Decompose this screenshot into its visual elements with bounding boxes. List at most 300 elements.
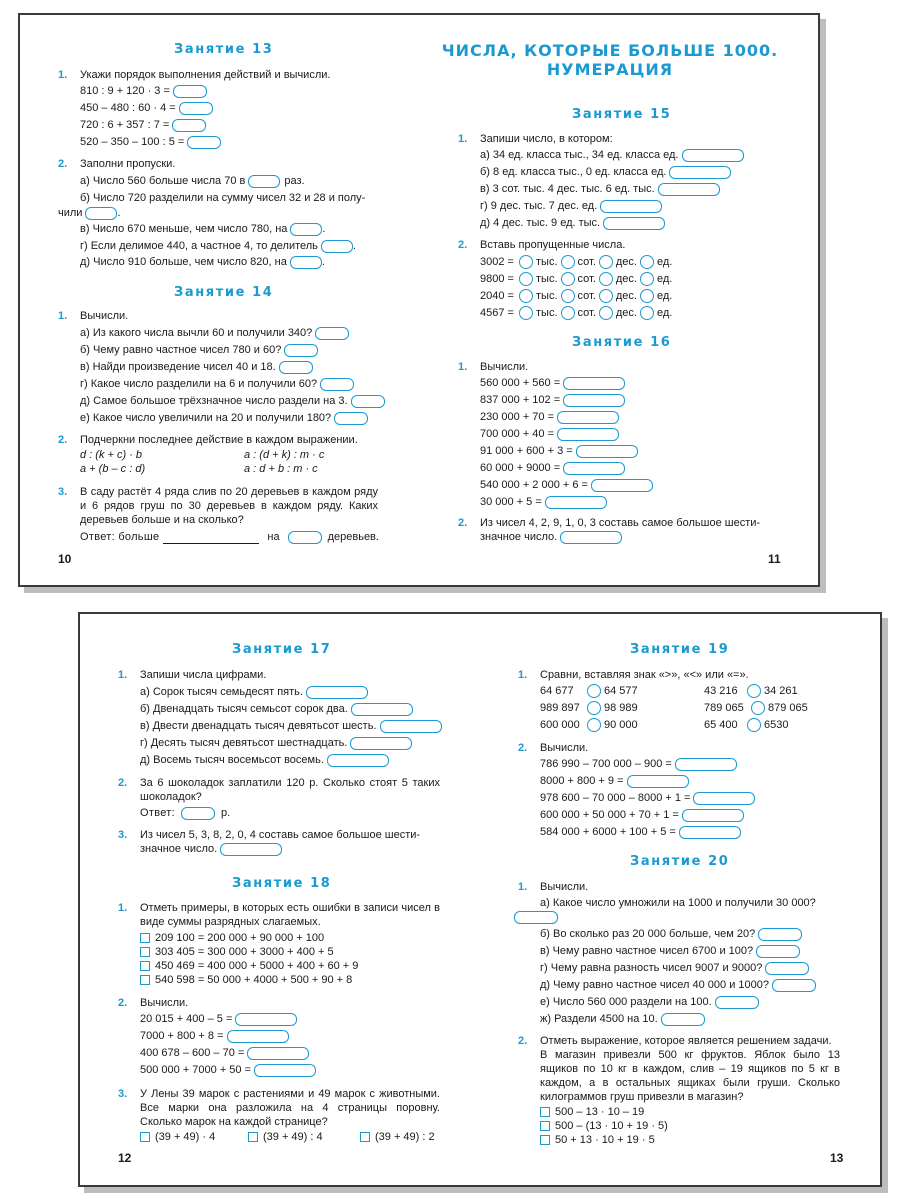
question-row [140,719,442,733]
number: 98 989 [604,702,638,714]
number: 6530 [764,719,789,731]
task-text: Отметь выражение, которое является решением задачи. [540,1035,832,1047]
statement: чили [58,207,83,219]
comparison-row [704,684,798,698]
task-number: 1. [58,69,68,81]
number: 43 216 [704,685,738,697]
question: г) Какое число разделили на 6 и получили 60? [80,378,318,390]
expression-row [540,808,744,822]
number-in-words: в) Двести двенадцать тысяч девятьсот шесть. [140,720,377,732]
answer-box[interactable] [334,412,368,425]
chapter-title [440,41,780,79]
question: в) Чему равно частное чисел 6700 и 100? [540,945,754,957]
checkbox[interactable] [248,1132,258,1142]
question-row [540,927,802,941]
unit-label: дес. [615,273,637,285]
task-number: 2. [518,742,528,754]
statement-end: раз. [284,175,305,187]
digit-circle[interactable] [640,272,654,286]
word-problem: За 6 шоколадок заплатили 120 р. Сколько стоят 5 таких шоколадок? [140,777,440,803]
answer-box[interactable] [315,327,349,340]
answer-box[interactable] [220,843,282,856]
answer-box[interactable] [627,775,689,788]
task-number: 3. [118,1088,128,1100]
task-number: 2. [118,777,128,789]
expression: 230 000 + 70 = [480,411,555,423]
lesson-13-title: Занятие 13 [174,42,274,57]
chapter-title-line: НУМЕРАЦИЯ [546,60,674,79]
task-number: 1. [118,669,128,681]
sign-circle[interactable] [747,718,761,732]
answer-box[interactable] [545,496,607,509]
expression[interactable]: a + (b – c : d) [80,463,146,475]
digit-circle[interactable] [519,289,533,303]
book-spread-pages-12-13 [78,612,882,1187]
question-row [140,736,412,750]
digit-decomposition-row [480,289,672,303]
checkbox[interactable] [540,1121,550,1131]
task-text: Отметь примеры, в которых есть ошибки в записи чисел в виде суммы разрядных слагаемых. [140,902,440,928]
question: е) Число 560 000 раздели на 100. [540,996,712,1008]
digit-circle[interactable] [599,306,613,320]
task-text: значное число. [480,531,558,543]
number: 64 677 [540,685,574,697]
number: 789 065 [704,702,744,714]
book-spread-pages-10-11 [18,13,820,587]
checkbox-option[interactable] [540,1119,668,1133]
answer-box[interactable] [560,531,622,544]
answer-box[interactable] [181,807,215,820]
task-text: Укажи порядок выполнения действий и вычисли. [80,69,331,81]
fill-in-row [58,206,121,220]
answer-box[interactable] [765,962,809,975]
expression: 540 000 + 2 000 + 6 = [480,479,588,491]
expression: 786 990 – 700 000 – 900 = [540,758,672,770]
fill-in-row [80,239,356,253]
answer-box[interactable] [669,166,731,179]
expression-row [80,118,206,132]
answer-box[interactable] [715,996,759,1009]
answer-box[interactable] [351,395,385,408]
task-number: 3. [58,486,68,498]
comparison-row [540,684,638,698]
question-row [540,1012,705,1026]
question-row [80,411,368,425]
task-text: Вычисли. [480,361,529,373]
digit-circle[interactable] [640,289,654,303]
statement: в) Число 670 меньше, чем число 780, на [80,223,288,235]
checkbox[interactable] [540,1107,550,1117]
expression: 8000 + 800 + 9 = [540,775,624,787]
period: . [321,256,325,268]
task-text: Запиши число, в котором: [480,133,613,145]
word-problem: В магазин привезли 500 кг фруктов. Яблок было 13 ящиков по 10 кг в каждом, слив – 19 ящиков по 5 кг в каждом, а в остальных ящиках были груши. Сколько килограммов груш привезли в магазин? [540,1049,840,1103]
question-row [140,685,368,699]
answer-row [80,530,379,544]
expression: 91 000 + 600 + 3 = [480,445,573,457]
question: е) Какое число увеличили на 20 и получили 180? [80,412,332,424]
checkbox-option[interactable] [140,931,324,945]
digit-circle[interactable] [519,306,533,320]
expression-row [140,1063,316,1077]
question: г) 9 дес. тыс. 7 дес. ед. [480,200,598,212]
statement: б) Число 720 разделили на сумму чисел 32 и 28 и полу- [80,192,366,204]
fill-in-row [80,222,325,236]
option-text: 303 405 = 300 000 + 3000 + 400 + 5 [155,946,334,958]
unit-label: тыс. [536,307,558,319]
answer-box[interactable] [591,479,653,492]
chapter-title-line: ЧИСЛА, КОТОРЫЕ БОЛЬШЕ 1000. [441,41,779,60]
question: б) 8 ед. класса тыс., 0 ед. класса ед. [480,166,667,178]
unit-label: дес. [615,307,637,319]
expression[interactable]: a : d + b : m · c [244,463,318,475]
unit-label: ед. [656,273,673,285]
number: 600 000 [540,719,580,731]
expression-row [540,774,689,788]
expression: 810 : 9 + 120 · 3 = [80,85,170,97]
page-10 [20,15,420,585]
answer-box[interactable] [756,945,800,958]
number-label: 4567 = [480,307,514,319]
checkbox-option[interactable] [540,1105,644,1119]
answer-box-row [514,910,558,924]
unit-label: тыс. [536,290,558,302]
question: б) Чему равно частное чисел 780 и 60? [80,344,282,356]
unit-label: ед. [656,290,673,302]
lesson-19-title: Занятие 19 [630,642,730,657]
digit-circle[interactable] [640,306,654,320]
expression: 30 000 + 5 = [480,496,542,508]
answer-box[interactable] [321,240,353,253]
number-in-words: а) Сорок тысяч семьдесят пять. [140,686,303,698]
task-text: Вычисли. [140,997,189,1009]
digit-circle[interactable] [640,255,654,269]
answer-box[interactable] [288,531,322,544]
digit-circle[interactable] [599,255,613,269]
unit-label: ед. [656,307,673,319]
sign-circle[interactable] [587,684,601,698]
question-row [540,961,809,975]
task-text: значное число. [140,843,218,855]
fill-in-row [80,174,305,188]
unit-label: дес. [615,256,637,268]
word-problem: В саду растёт 4 ряда слив по 20 деревьев в каждом ряду и 6 рядов груш по 30 деревьев в каждом ряду. Каких деревьев больше и на сколько? [80,486,378,526]
answer-box[interactable] [603,217,665,230]
answer-box[interactable] [187,136,221,149]
number-in-words: д) Восемь тысяч восемьсот восемь. [140,754,324,766]
option-text: (39 + 49) : 4 [263,1131,323,1143]
comparison-row [704,701,808,715]
page-11 [420,15,818,585]
digit-circle[interactable] [561,306,575,320]
task-text-continued [140,842,282,856]
question: в) Найди произведение чисел 40 и 18. [80,361,276,373]
expression-row [540,791,755,805]
digit-decomposition-row [480,255,672,269]
digit-circle[interactable] [599,272,613,286]
checkbox-option[interactable] [140,945,334,959]
option-text: (39 + 49) · 4 [155,1131,216,1143]
expression-row [480,376,625,390]
digit-circle[interactable] [561,289,575,303]
unit-label: сот. [577,290,596,302]
expression: 20 015 + 400 – 5 = [140,1013,233,1025]
answer-box[interactable] [600,200,662,213]
answer-box[interactable] [254,1064,316,1077]
digit-circle[interactable] [561,255,575,269]
expression-row [540,825,741,839]
expression-row [140,1012,297,1026]
task-text: Вычисли. [80,310,129,322]
unit-label: сот. [577,256,596,268]
expression-row [480,410,619,424]
option-text: 50 + 13 · 10 + 19 · 5 [555,1134,655,1146]
answer-row [140,806,230,820]
answer-box[interactable] [693,792,755,805]
expression-row [480,444,638,458]
expression-row [480,393,625,407]
option-text: 540 598 = 50 000 + 4000 + 500 + 90 + 8 [155,974,353,986]
page-number: 11 [768,552,781,566]
lesson-16-title: Занятие 16 [572,335,672,350]
answer-box[interactable] [247,1047,309,1060]
answer-box[interactable] [682,149,744,162]
answer-box[interactable] [563,377,625,390]
expression-row [540,757,737,771]
question: а) Какое число умножили на 1000 и получили 30 000? [540,897,816,909]
task-number: 1. [458,361,468,373]
unit-label: тыс. [536,273,558,285]
answer-box[interactable] [290,223,322,236]
answer-box[interactable] [350,737,412,750]
question: г) Чему равна разность чисел 9007 и 9000? [540,962,763,974]
answer-box[interactable] [235,1013,297,1026]
question-row [80,377,354,391]
answer-box[interactable] [320,378,354,391]
statement: а) Число 560 больше числа 70 в [80,175,246,187]
answer-box[interactable] [179,102,213,115]
task-text: Из чисел 5, 3, 8, 2, 0, 4 составь самое большое шести- [140,829,421,841]
page-13 [480,614,880,1185]
answer-box[interactable] [576,445,638,458]
period: . [117,207,121,219]
task-text-continued [480,530,622,544]
answer-box[interactable] [675,758,737,771]
digit-circle[interactable] [519,255,533,269]
unit-label: ед. [656,256,673,268]
checkbox-option[interactable] [540,1133,655,1147]
number-in-words: б) Двенадцать тысяч семьсот сорок два. [140,703,348,715]
expression: 7000 + 800 + 8 = [140,1030,224,1042]
expression: 720 : 6 + 357 : 7 = [80,119,170,131]
question-row [540,978,816,992]
expression-row [480,427,619,441]
answer-connector: на [267,531,280,543]
checkbox-option[interactable] [140,959,358,973]
answer-box[interactable] [227,1030,289,1043]
expression: 584 000 + 6000 + 100 + 5 = [540,826,676,838]
answer-box[interactable] [658,183,720,196]
answer-box[interactable] [85,207,117,220]
unit-label: сот. [577,273,596,285]
answer-label: Ответ: [140,807,175,819]
expression: 400 678 – 600 – 70 = [140,1047,245,1059]
task-number: 1. [118,902,128,914]
expression: 837 000 + 102 = [480,394,561,406]
page-number: 10 [58,552,72,566]
checkbox[interactable] [540,1135,550,1145]
unit-label: тыс. [536,256,558,268]
expression: 450 – 480 : 60 · 4 = [80,102,176,114]
question-row [140,753,389,767]
task-number: 2. [118,997,128,1009]
question: а) 34 ед. класса тыс., 34 ед. класса ед. [480,149,679,161]
question-row [80,360,313,374]
expression-row [140,1029,289,1043]
number-label: 9800 = [480,273,514,285]
answer-box[interactable] [772,979,816,992]
page-12 [80,614,480,1185]
answer-box[interactable] [563,394,625,407]
sign-circle[interactable] [747,684,761,698]
sign-circle[interactable] [587,718,601,732]
question: в) 3 сот. тыс. 4 дес. тыс. 6 ед. тыс. [480,183,655,195]
question-row [80,326,349,340]
answer-box[interactable] [290,256,322,269]
comparison-row [704,718,788,732]
expression-row [80,135,221,149]
question-row [540,995,759,1009]
number: 989 897 [540,702,580,714]
option-text: 209 100 = 200 000 + 90 000 + 100 [155,932,325,944]
checkbox[interactable] [140,1132,150,1142]
task-text: Сравни, вставляя знак «>», «<» или «=». [540,669,749,681]
answer-box[interactable] [284,344,318,357]
number-in-words: г) Десять тысяч девятьсот шестнадцать. [140,737,348,749]
answer-unit: р. [220,807,231,819]
option-text: (39 + 49) : 2 [375,1131,435,1143]
question-row [480,182,720,196]
option-text: 450 469 = 400 000 + 5000 + 400 + 60 + 9 [155,960,359,972]
expression[interactable]: d : (k + c) · b [80,449,143,461]
question-row [480,148,744,162]
checkbox[interactable] [140,961,150,971]
answer-label: Ответ: больше [80,531,160,543]
fill-in-row [80,255,325,269]
expression: 700 000 + 40 = [480,428,555,440]
option-text: 500 – (13 · 10 + 19 · 5) [555,1120,668,1132]
task-number: 1. [458,133,468,145]
sign-circle[interactable] [751,701,765,715]
answer-box[interactable] [563,462,625,475]
answer-box[interactable] [279,361,313,374]
lesson-15-title: Занятие 15 [572,107,672,122]
number: 64 577 [604,685,638,697]
checkbox[interactable] [140,947,150,957]
comparison-row [540,701,638,715]
task-text: Вставь пропущенные числа. [480,239,626,251]
question: а) Из какого числа вычли 60 и получили 340? [80,327,313,339]
checkbox[interactable] [140,975,150,985]
digit-circle[interactable] [519,272,533,286]
task-text: Запиши числа цифрами. [140,669,267,681]
question-row [140,702,413,716]
checkbox-option[interactable] [248,1130,323,1144]
period: . [322,223,326,235]
checkbox-option[interactable] [360,1130,435,1144]
checkbox-option[interactable] [140,1130,215,1144]
checkbox-option[interactable] [140,973,352,987]
answer-box[interactable] [514,911,558,924]
task-number: 2. [458,517,468,529]
lesson-14-title: Занятие 14 [174,285,274,300]
answer-box[interactable] [172,119,206,132]
question-row [480,216,665,230]
task-number: 1. [518,669,528,681]
question: б) Во сколько раз 20 000 больше, чем 20? [540,928,756,940]
answer-box[interactable] [327,754,389,767]
page-number: 13 [830,1151,844,1165]
number: 34 261 [764,685,798,697]
number-label: 3002 = [480,256,514,268]
page-number: 12 [118,1151,132,1165]
statement: д) Число 910 больше, чем число 820, на [80,256,287,268]
answer-box[interactable] [306,686,368,699]
word-problem: У Лены 39 марок с растениями и 49 марок с животными. Все марки она разложила на 4 страницы поровну. Сколько марок на каждой странице? [140,1088,440,1128]
task-number: 3. [118,829,128,841]
expression: 60 000 + 9000 = [480,462,561,474]
task-text: Вычисли. [540,742,589,754]
answer-box[interactable] [351,703,413,716]
answer-box[interactable] [557,411,619,424]
task-number: 2. [458,239,468,251]
digit-decomposition-row [480,306,672,320]
period: . [352,240,356,252]
number: 90 000 [604,719,638,731]
comparison-row [540,718,638,732]
digit-circle[interactable] [561,272,575,286]
answer-box[interactable] [380,720,442,733]
question-row [480,199,662,213]
answer-box[interactable] [679,826,741,839]
task-text: Заполни пропуски. [80,158,176,170]
expression[interactable]: a : (d + k) : m · c [244,449,325,461]
checkbox[interactable] [360,1132,370,1142]
checkbox[interactable] [140,933,150,943]
expression: 560 000 + 560 = [480,377,561,389]
task-number: 2. [58,158,68,170]
number: 879 065 [768,702,808,714]
answer-box[interactable] [557,428,619,441]
answer-box[interactable] [173,85,207,98]
digit-circle[interactable] [599,289,613,303]
expression: 978 600 – 70 000 – 8000 + 1 = [540,792,691,804]
question: д) Самое большое трёхзначное число раздели на 3. [80,395,348,407]
expression-row [480,495,607,509]
answer-blank-line[interactable] [163,532,259,544]
answer-box[interactable] [682,809,744,822]
answer-box[interactable] [661,1013,705,1026]
sign-circle[interactable] [587,701,601,715]
task-text: Подчеркни последнее действие в каждом выражении. [80,434,358,446]
expression: 600 000 + 50 000 + 70 + 1 = [540,809,679,821]
option-text: 500 – 13 · 10 – 19 [555,1106,645,1118]
expression: 520 – 350 – 100 : 5 = [80,136,185,148]
question: д) Чему равно частное чисел 40 000 и 1000? [540,979,770,991]
answer-box[interactable] [248,175,280,188]
answer-box[interactable] [758,928,802,941]
expression-row [480,461,625,475]
